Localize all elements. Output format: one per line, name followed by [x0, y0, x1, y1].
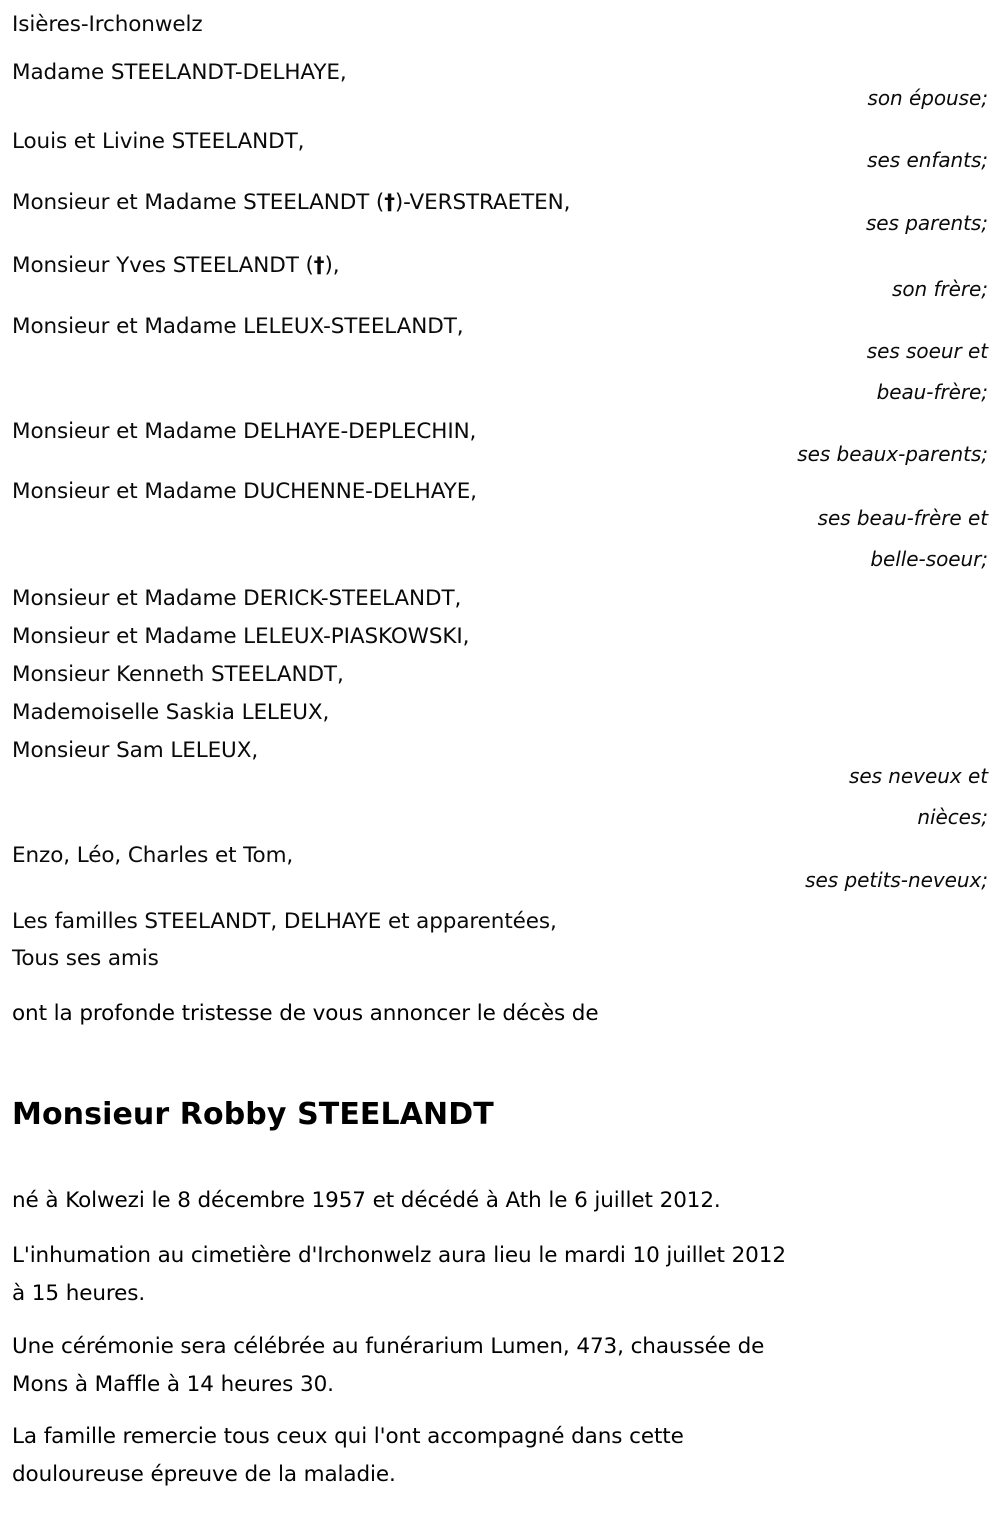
deceased-name: Monsieur Robby STEELANDT — [12, 1097, 494, 1132]
relation-label: ses beaux-parents; — [797, 442, 988, 466]
announcement-phrase: ont la profonde tristesse de vous annoncer le décès de — [12, 1001, 599, 1026]
dagger-icon: † — [384, 190, 395, 215]
family-name-line: Madame STEELANDT-DELHAYE, — [12, 60, 347, 85]
relation-label: beau-frère; — [876, 380, 988, 404]
family-name-line: Monsieur et Madame DUCHENNE-DELHAYE, — [12, 479, 477, 504]
family-name-line: Monsieur et Madame LELEUX-PIASKOWSKI, — [12, 624, 470, 649]
family-name-line: Monsieur et Madame LELEUX-STEELANDT, — [12, 314, 464, 339]
family-name-line: Enzo, Léo, Charles et Tom, — [12, 843, 294, 868]
relation-label: ses neveux et — [849, 764, 988, 788]
relation-label: ses beau-frère et — [817, 506, 988, 530]
relation-label: ses enfants; — [867, 148, 988, 172]
family-name-line: Monsieur Sam LELEUX, — [12, 738, 259, 763]
ceremony-line: Mons à Maffle à 14 heures 30. — [12, 1372, 334, 1397]
family-name-line: Mademoiselle Saskia LELEUX, — [12, 700, 330, 725]
family-name-line: Monsieur Kenneth STEELANDT, — [12, 662, 344, 687]
relation-label: ses petits-neveux; — [805, 868, 988, 892]
locality-line: Isières-Irchonwelz — [12, 12, 203, 37]
ceremony-line: Une cérémonie sera célébrée au funérarium Lumen, 473, chaussée de — [12, 1334, 765, 1359]
family-name-line: Les familles STEELANDT, DELHAYE et apparentées, — [12, 909, 557, 934]
dagger-icon: † — [313, 253, 325, 278]
relation-label: ses soeur et — [866, 339, 988, 363]
birth-death-line: né à Kolwezi le 8 décembre 1957 et décédé à Ath le 6 juillet 2012. — [12, 1188, 721, 1213]
family-name-line: Tous ses amis — [12, 946, 159, 971]
burial-line: L'inhumation au cimetière d'Irchonwelz aura lieu le mardi 10 juillet 2012 — [12, 1243, 786, 1268]
thanks-line: La famille remercie tous ceux qui l'ont accompagné dans cette — [12, 1424, 684, 1449]
family-name-line: Monsieur et Madame DELHAYE-DEPLECHIN, — [12, 419, 477, 444]
relation-label: son frère; — [891, 277, 988, 301]
burial-line: à 15 heures. — [12, 1281, 146, 1306]
thanks-line: douloureuse épreuve de la maladie. — [12, 1462, 396, 1487]
family-name-line: Louis et Livine STEELANDT, — [12, 129, 305, 154]
relation-label: belle-soeur; — [870, 547, 988, 571]
relation-label: nièces; — [917, 805, 988, 829]
family-name-line: Monsieur Yves STEELANDT (†), — [12, 253, 340, 278]
relation-label: son épouse; — [867, 86, 988, 110]
family-name-line: Monsieur et Madame DERICK-STEELANDT, — [12, 586, 462, 611]
family-name-line: Monsieur et Madame STEELANDT (†)-VERSTRAETEN, — [12, 190, 571, 215]
relation-label: ses parents; — [865, 211, 988, 235]
